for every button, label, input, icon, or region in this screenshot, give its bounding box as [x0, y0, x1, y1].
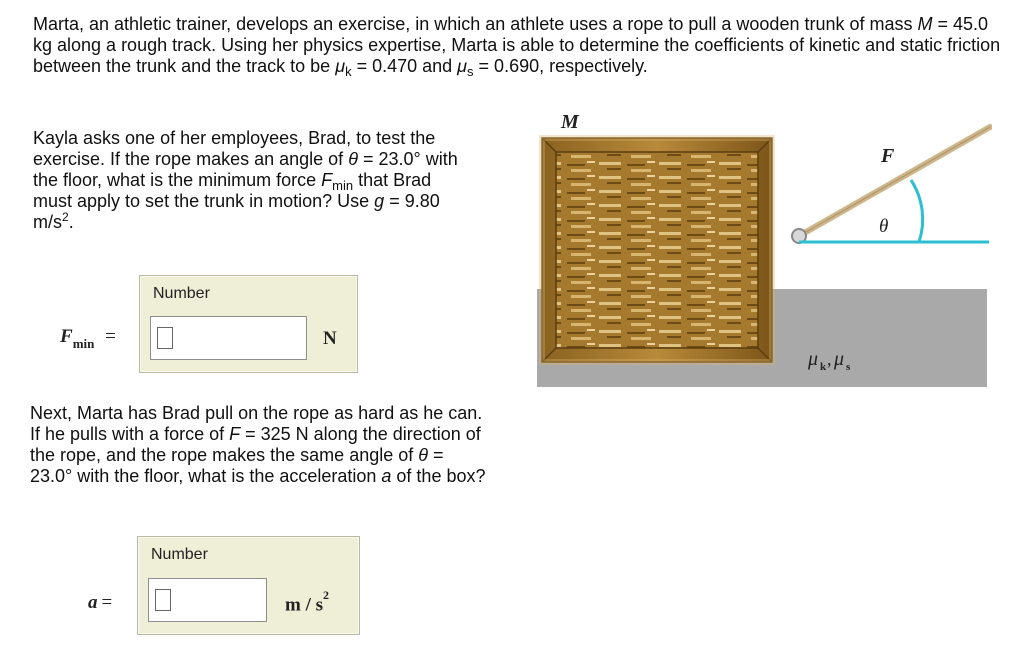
question-2-text: Next, Marta has Brad pull on the rope as hard as he can. If he pulls with a force of F = 325 N along the direction of the rope, and the rope makes the same angle of θ = 23.0° with the floor, what is the acceleration a of the box? [30, 403, 486, 486]
svg-text:s: s [846, 361, 851, 373]
fmin-input[interactable] [150, 316, 307, 360]
trunk-diagram [537, 104, 992, 389]
acceleration-input[interactable] [148, 578, 267, 622]
acceleration-unit: m / $s^2$ [285, 588, 329, 616]
force-label: F [881, 145, 895, 167]
question-1-text: Kayla asks one of her employees, Brad, to test the exercise. If the rope makes an angle of θ = 23.0° with the floor, what is the minimum force $F_{min}$ that Brad must apply to set the trunk in motion? Use g = 9.80 $m/s^2$. [33, 128, 458, 232]
svg-text:μ: μ [834, 348, 845, 370]
input-caret [157, 327, 173, 349]
input-caret [155, 589, 171, 611]
fmin-unit: N [323, 328, 337, 349]
answer-box-acceleration [137, 536, 360, 635]
a-label: a = [88, 592, 113, 613]
angle-arc [911, 180, 923, 242]
number-label: Number [153, 285, 210, 302]
number-label: Number [151, 546, 208, 563]
answer-box-fmin [139, 275, 358, 373]
angle-label: θ [879, 216, 889, 237]
svg-text:k: k [820, 361, 827, 373]
svg-text:μ: μ [808, 348, 819, 370]
fmin-label: $F_{min}$ = [60, 326, 116, 351]
svg-text:,: , [827, 349, 832, 369]
mass-label: M [561, 111, 579, 133]
wooden-trunk [542, 138, 772, 362]
problem-intro: Marta, an athletic trainer, develops an exercise, in which an athlete uses a rope to pull a wooden trunk of mass M = 45.0 kg along a rough track. Using her physics expertise, Marta is able to determine the coefficients of kinetic and static friction between the trunk and the track to be $\mu_k = 0.470$ and $\mu_s = 0.690$, respectively. [33, 14, 1001, 79]
